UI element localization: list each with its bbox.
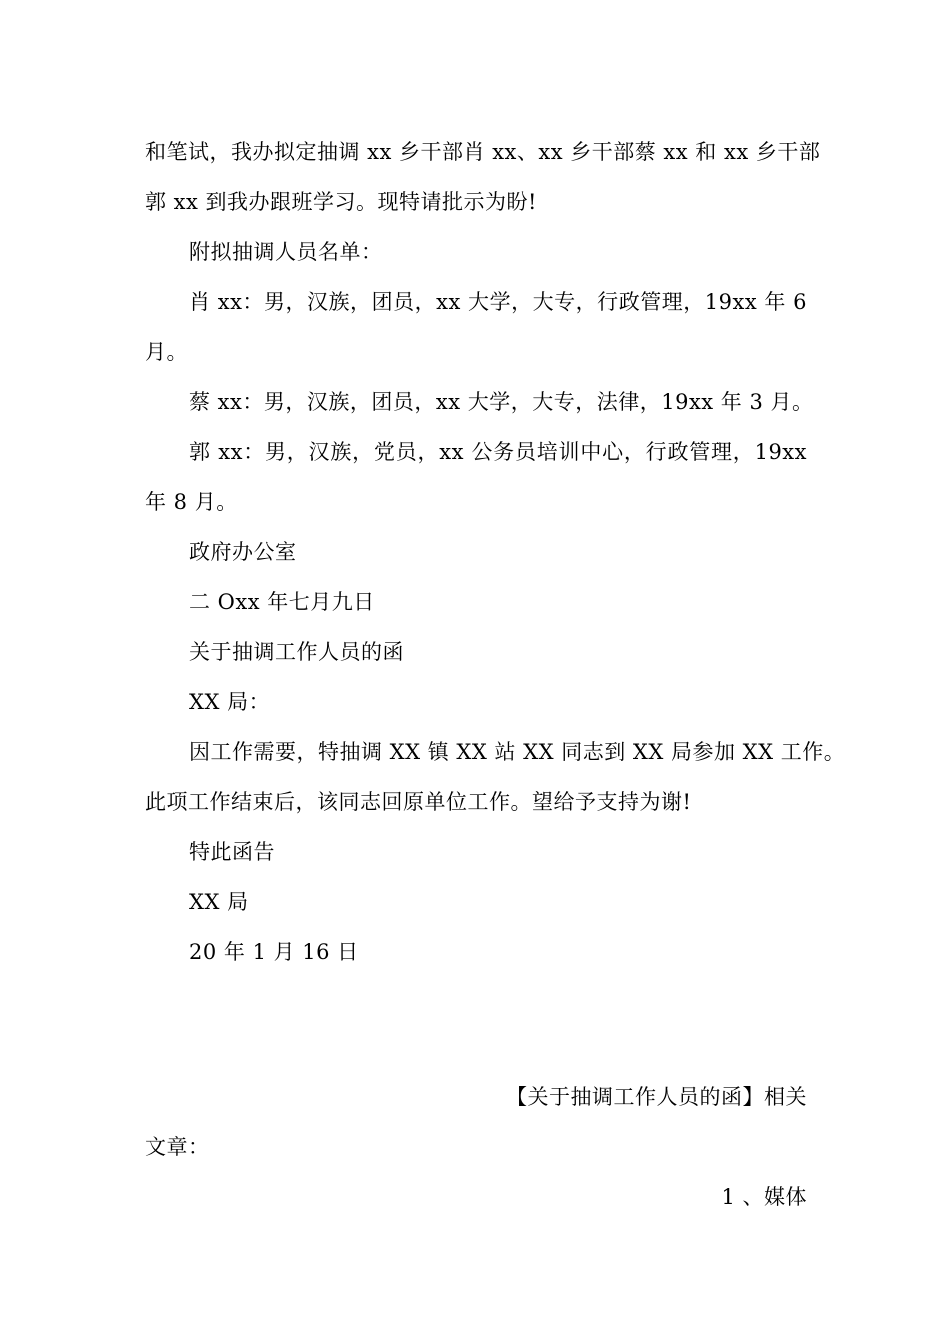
signature-bureau: XX 局: [189, 890, 249, 914]
signature-date: 二 Oxx 年七月九日: [189, 590, 375, 614]
personnel-entry: 郭 xx：男，汉族，党员，xx 公务员培训中心，行政管理，19xx: [189, 440, 807, 464]
letter-title: 关于抽调工作人员的函: [189, 640, 404, 664]
body-text-line: 此项工作结束后，该同志回原单位工作。望给予支持为谢!: [145, 790, 692, 814]
personnel-entry: 肖 xx：男，汉族，团员，xx 大学，大专，行政管理，19xx 年 6: [189, 290, 807, 314]
body-text-line: 因工作需要，特抽调 XX 镇 XX 站 XX 同志到 XX 局参加 XX 工作。: [189, 740, 846, 764]
personnel-entry: 蔡 xx：男，汉族，团员，xx 大学，大专，法律，19xx 年 3 月。: [189, 390, 814, 414]
personnel-entry-continued: 月。: [145, 340, 188, 364]
letter-addressee: XX 局：: [189, 690, 271, 714]
related-articles-heading-continued: 文章：: [145, 1135, 210, 1159]
closing-phrase: 特此函告: [189, 840, 275, 864]
body-text-line: 和笔试，我办拟定抽调 xx 乡干部肖 xx、xx 乡干部蔡 xx 和 xx 乡干部: [145, 140, 821, 164]
signature-office: 政府办公室: [189, 540, 297, 564]
related-articles-heading: 【关于抽调工作人员的函】相关: [506, 1085, 807, 1109]
personnel-entry-continued: 年 8 月。: [145, 490, 238, 514]
body-text-line: 郭 xx 到我办跟班学习。现特请批示为盼!: [145, 190, 537, 214]
signature-date: 20 年 1 月 16 日: [189, 940, 359, 964]
attachment-heading: 附拟抽调人员名单：: [189, 240, 383, 264]
related-article-item: 1 、媒体: [721, 1185, 807, 1209]
